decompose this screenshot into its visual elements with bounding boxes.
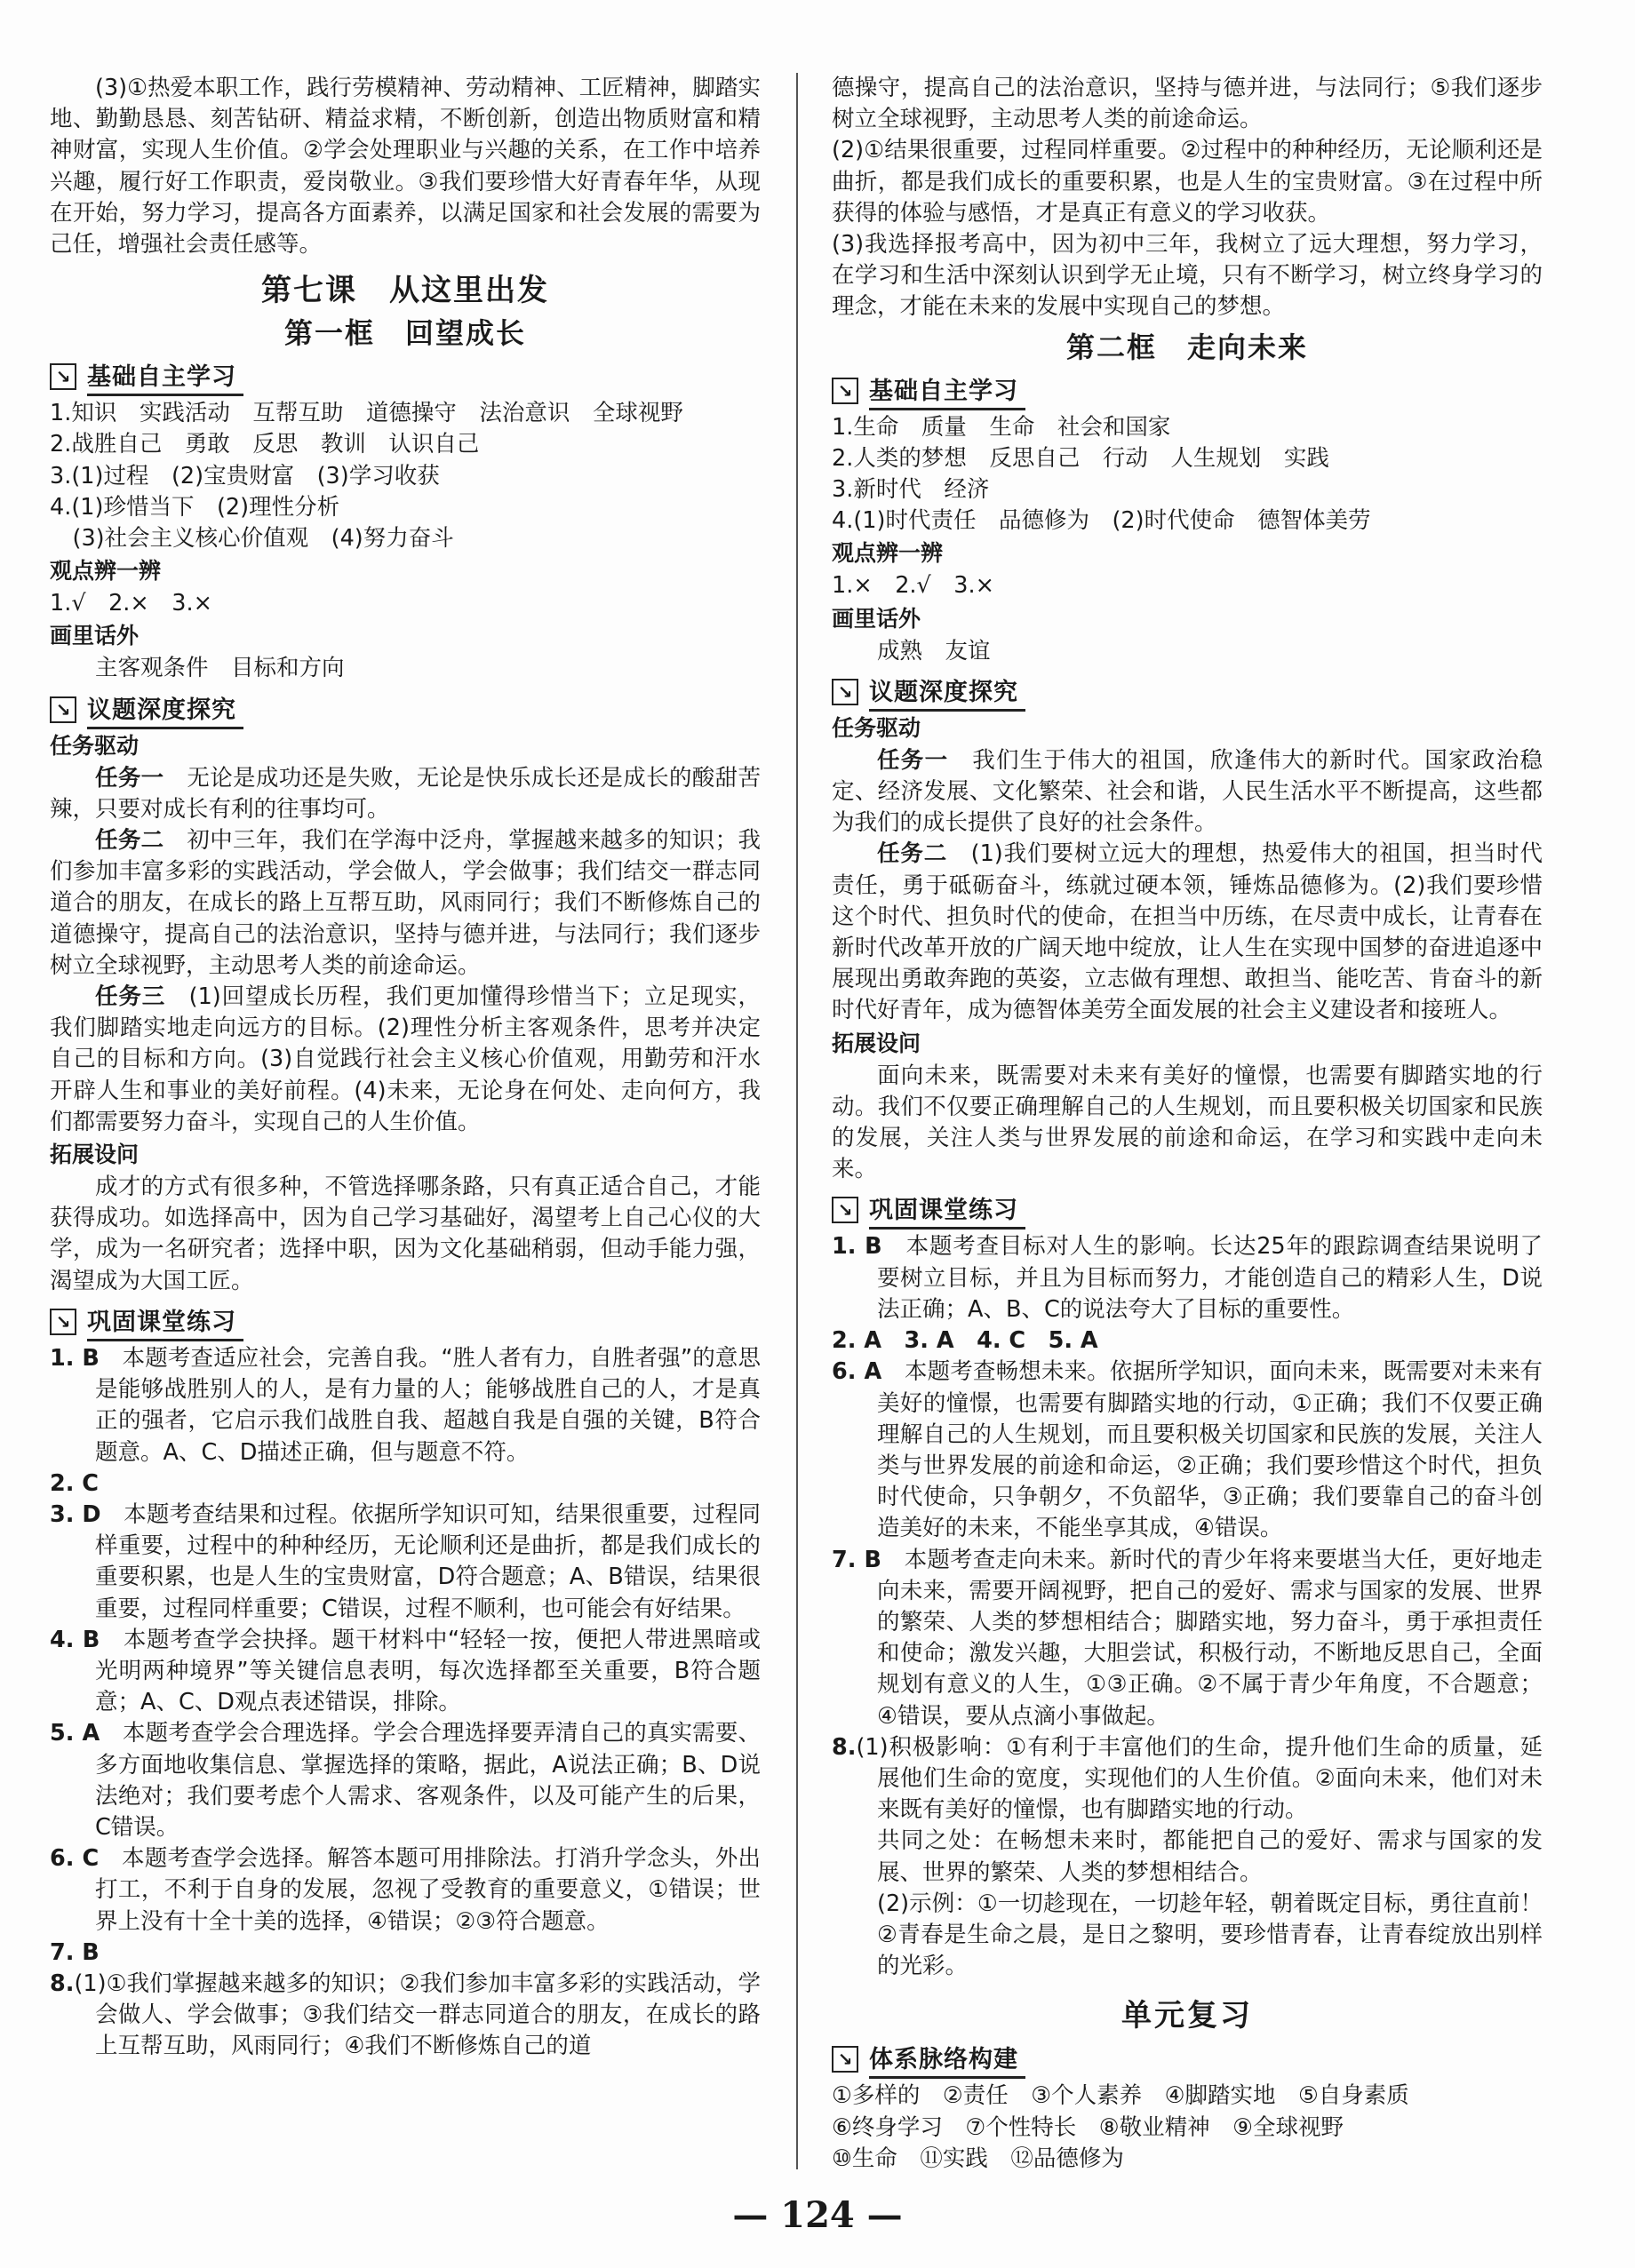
right-column (832, 73, 1543, 2175)
answer-line: 成熟 友谊 (877, 637, 991, 664)
section-explore-right (832, 676, 1543, 708)
system-line: ⑩生命 ⑪实践 ⑫品德修为 (832, 2145, 1124, 2172)
right-cont-item: (3)我选择报考高中，因为初中三年，我树立了远大理想，努力学习，在学习和生活中深刻认识到学无止境，只有不断学习，树立终身学习的理念，才能在未来的发展中实现自己的梦想。 (832, 231, 1543, 321)
left-intro: (3)①热爱本职工作，践行劳模精神、劳动精神、工匠精神，脚踏实地、勤勤恳恳、刻苦钻研、精益求精，不断创新，创造出物质财富和精神财富，实现人生价值。②学会处理职业与兴趣的关系，在工作中培养兴趣，履行好工作职责，爱岗敬业。③我们要珍惜大好青春年华，从现在开始，努力学习，提高各方面素养，以满足国家和社会发展的需要为己任，增强社会责任感等。 (50, 75, 761, 259)
practice-item: 8.(1)积极影响：①有利于丰富他们的生命，提升他们生命的质量，延展他们生命的宽度，实现他们的人生价值。②面向未来，他们对未来既有美好的憧憬，也有脚踏实地的行动。 (832, 1733, 1543, 1824)
section-system (832, 2043, 1543, 2075)
system-line: ⑥终身学习 ⑦个性特长 ⑧敬业精神 ⑨全球视野 (832, 2113, 1344, 2141)
practice-item: 2. A 3. A 4. C 5. A (832, 1327, 1098, 1355)
answer-line: 4.(1)时代责任 品德修为 (2)时代使命 德智体美劳 (832, 507, 1371, 535)
subheading: 画里话外 (832, 605, 921, 632)
task-paragraph (50, 982, 761, 1138)
task-paragraph (50, 763, 761, 825)
task-paragraph (832, 839, 1543, 1026)
page (50, 73, 1599, 2172)
practice-item: 3. D 本题考查结果和过程。依据所学知识可知，结果很重要，过程同样重要，过程中的种种经历，无论顺利还是曲折，都是我们成长的重要积累，也是人生的宝贵财富，D符合题意；A、B错误，结果很重要，过程同样重要；C错误，过程不顺利，也可能会有好结果。 (50, 1500, 761, 1622)
arrow-icon: ↘ (832, 1197, 858, 1223)
arrow-icon: ↘ (50, 696, 76, 723)
extension-text: 成才的方式有很多种，不管选择哪条路，只有真正适合自己，才能获得成功。如选择高中，因为自己学习基础好，渴望考上自己心仪的大学，成为一名研究者；选择中职，因为文化基础稍弱，但动手能力强，渴望成为大国工匠。 (50, 1174, 761, 1294)
right-cont-item: (2)①结果很重要，过程同样重要。②过程中的种种经历，无论顺利还是曲折，都是我们成长的重要积累，也是人生的宝贵财富。③在过程中所获得的体验与感悟，才是真正有意义的学习收获。 (832, 137, 1543, 227)
answer-line: 1.√ 2.× 3.× (50, 590, 212, 617)
answer-line: 主客观条件 目标和方向 (95, 655, 345, 682)
practice-item: 7. B (50, 1938, 100, 1966)
practice-item: 8.(1)①我们掌握越来越多的知识；②我们参加丰富多彩的实践活动，学会做人、学会做事；③我们结交一群志同道合的朋友，在成长的路上互帮互助，风雨同行；④我们不断修炼自己的道 (50, 1970, 761, 2060)
section-label: 议题深度探究 (869, 672, 1025, 712)
practice-item: 1. B 本题考查目标对人生的影响。长达25年的跟踪调查结果说明了要树立目标，并且为目标而努力，才能创造自己的精彩人生，D说法正确；A、B、C的说法夸大了目标的重要性。 (832, 1233, 1543, 1323)
section-label: 议题深度探究 (87, 690, 243, 729)
answer-line: 1.知识 实践活动 互帮互助 道德操守 法治意识 全球视野 (50, 400, 683, 427)
arrow-icon: ↘ (832, 2046, 858, 2073)
left-column (50, 73, 761, 2063)
subheading: 拓展设问 (832, 1030, 921, 1056)
task-label: 任务一 (877, 746, 949, 774)
task-label: 任务二 (95, 827, 164, 855)
answer-line: 4.(1)珍惜当下 (2)理性分析 (50, 493, 340, 521)
system-line: ①多样的 ②责任 ③个人素养 ④脚踏实地 ⑤自身素质 (832, 2082, 1409, 2110)
extension-text: 面向未来，既需要对未来有美好的憧憬，也需要有脚踏实地的行动。我们不仅要正确理解自己的人生规划，而且要积极关切国家和民族的发展，关注人类与世界发展的前途和命运，在学习和实践中走向未来。 (832, 1062, 1543, 1183)
subheading: 拓展设问 (50, 1142, 140, 1168)
arrow-icon: ↘ (832, 679, 858, 705)
task-text: 我们生于伟大的祖国，欣逢伟大的新时代。国家政治稳定、经济发展、文化繁荣、社会和谐，人民生活水平不断提高，这些都为我们的成长提供了良好的社会条件。 (832, 746, 1543, 837)
section-basic-right (832, 375, 1543, 407)
page-number: — 124 — (732, 2194, 903, 2236)
practice-item: 5. A 本题考查学会合理选择。学会合理选择要弄清自己的真实需要、多方面地收集信息、掌握选择的策略，据此，A说法正确；B、D说法绝对；我们要考虑个人需求、客观条件，以及可能产生的后果，C错误。 (50, 1720, 761, 1841)
practice-item: 2. C (50, 1469, 100, 1497)
unit-review-title: 单元复习 (1121, 1998, 1253, 2034)
practice-answers-right (832, 1231, 1543, 1982)
practice-item: 4. B 本题考查学会抉择。题干材料中“轻轻一按，便把人带进黑暗或光明两种境界”等关键信息表明，每次选择都至关重要，B符合题意；A、C、D观点表述错误，排除。 (50, 1626, 761, 1716)
right-cont-intro: 德操守，提高自己的法治意识，坚持与德并进，与法同行；⑤我们逐步树立全球视野，主动思考人类的前途命运。 (832, 75, 1543, 133)
column-divider (796, 73, 798, 2169)
answer-line: 2.战胜自己 勇敢 反思 教训 认识自己 (50, 431, 480, 458)
answer-line: 3.(1)过程 (2)宝贵财富 (3)学习收获 (50, 462, 440, 489)
section-practice-right (832, 1194, 1543, 1226)
section-label: 巩固课堂练习 (87, 1302, 243, 1341)
practice-example: (2)示例：①一切趁现在，一切趁年轻，朝着既定目标，勇往直前！②青春是生命之晨，是日之黎明，要珍惜青春，让青春绽放出别样的光彩。 (877, 1890, 1543, 1980)
practice-answers-left (50, 1343, 761, 2063)
practice-common: 共同之处：在畅想未来时，都能把自己的爱好、需求与国家的发展、世界的繁荣、人类的梦想相结合。 (877, 1827, 1543, 1886)
frame-title-2: 第二框 走向未来 (1065, 330, 1308, 364)
task-label: 任务三 (95, 983, 166, 1011)
section-explore-left (50, 694, 761, 726)
subheading: 任务驱动 (832, 714, 921, 741)
task-text: (1)回望成长历程，我们更加懂得珍惜当下；立足现实，我们脚踏实地走向远方的目标。(2)理性分析主客观条件，思考并决定自己的目标和方向。(3)自觉践行社会主义核心价值观，用勤劳和汗水开辟人生和事业的美好前程。(4)未来，无论身在何处、走向何方，我们都需要努力奋斗，实现自己的人生价值。 (50, 983, 761, 1135)
task-label: 任务一 (95, 764, 164, 792)
answer-line: 3.新时代 经济 (832, 476, 990, 504)
section-label: 巩固课堂练习 (869, 1190, 1025, 1229)
task-paragraph (50, 825, 761, 982)
section-label: 体系脉络构建 (869, 2040, 1025, 2079)
task-text: 无论是成功还是失败，无论是快乐成长还是成长的酸甜苦辣，只要对成长有利的往事均可。 (50, 764, 761, 823)
answer-line: 1.× 2.√ 3.× (832, 572, 994, 600)
practice-item: 6. A 本题考查畅想未来。依据所学知识，面向未来，既需要对未来有美好的憧憬，也需要有脚踏实地的行动，①正确；我们不仅要正确理解自己的人生规划，而且要积极关切国家和民族的发展，关注人类与世界发展的前途和命运，②正确；我们要珍惜这个时代，担负时代使命，只争朝夕，不负韶华，③正确；我们要靠自己的奋斗创造美好的未来，不能坐享其成，④错误。 (832, 1358, 1543, 1542)
answer-line: 1.生命 质量 生命 社会和国家 (832, 413, 1171, 441)
answer-line: 2.人类的梦想 反思自己 行动 人生规划 实践 (832, 444, 1329, 472)
task-text: 初中三年，我们在学海中泛舟，掌握越来越多的知识；我们参加丰富多彩的实践活动，学会做人，学会做事；我们结交一群志同道合的朋友，在成长的路上互帮互助，风雨同行；我们不断修炼自己的道德操守，提高自己的法治意识，坚持与德并进，与法同行；我们逐步树立全球视野，主动思考人类的前途命运。 (50, 827, 761, 979)
arrow-icon: ↘ (832, 378, 858, 404)
task-label: 任务二 (877, 840, 948, 868)
section-label: 基础自主学习 (869, 371, 1025, 410)
subheading: 观点辨一辨 (50, 558, 162, 585)
subheading: 画里话外 (50, 623, 140, 649)
section-practice-left (50, 1306, 761, 1338)
practice-item: 7. B 本题考查走向未来。新时代的青少年将来要堪当大任，更好地走向未来，需要开阔视野，把自己的爱好、需求与国家的发展、世界的繁荣、人类的梦想相结合；脚踏实地，努力奋斗，勇于承担责任和使命；激发兴趣，大胆尝试，积极行动，不断地反思自己，全面规划有意义的人生，①③正确。②不属于青少年角度，不合题意；④错误，要从点滴小事做起。 (832, 1546, 1543, 1730)
task-text: (1)我们要树立远大的理想，热爱伟大的祖国，担当时代责任，勇于砥砺奋斗，练就过硬本领，锤炼品德修为。(2)我们要珍惜这个时代、担负时代的使命，在担当中历练，在尽责中成长，让青春在新时代改革开放的广阔天地中绽放，让人生在实现中国梦的奋进追逐中展现出勇敢奔跑的英姿，立志做有理想、敢担当、能吃苦、肯奋斗的新时代好青年，成为德智体美劳全面发展的社会主义建设者和接班人。 (832, 840, 1543, 1024)
practice-item: 6. C 本题考查学会选择。解答本题可用排除法。打消升学念头，外出打工，不利于自身的发展，忽视了受教育的重要意义，①错误；世界上没有十全十美的选择，④错误；②③符合题意。 (50, 1845, 761, 1935)
arrow-icon: ↘ (50, 363, 76, 390)
practice-item: 1. B 本题考查适应社会，完善自我。“胜人者有力，自胜者强”的意思是能够战胜别人的人，是有力量的人；能够战胜自己的人，才是真正的强者，它启示我们战胜自我、超越自我是自强的关键，B符合题意。A、C、D描述正确，但与题意不符。 (50, 1344, 761, 1466)
section-basic-left (50, 361, 761, 393)
frame-title-1: 第一框 回望成长 (283, 316, 526, 351)
section-label: 基础自主学习 (87, 357, 243, 396)
arrow-icon: ↘ (50, 1309, 76, 1335)
answer-line: (3)社会主义核心价值观 (4)努力奋斗 (50, 525, 454, 553)
subheading: 观点辨一辨 (832, 540, 944, 567)
task-paragraph (832, 745, 1543, 840)
subheading: 任务驱动 (50, 732, 140, 759)
lesson-title: 第七课 从这里出发 (261, 273, 549, 309)
